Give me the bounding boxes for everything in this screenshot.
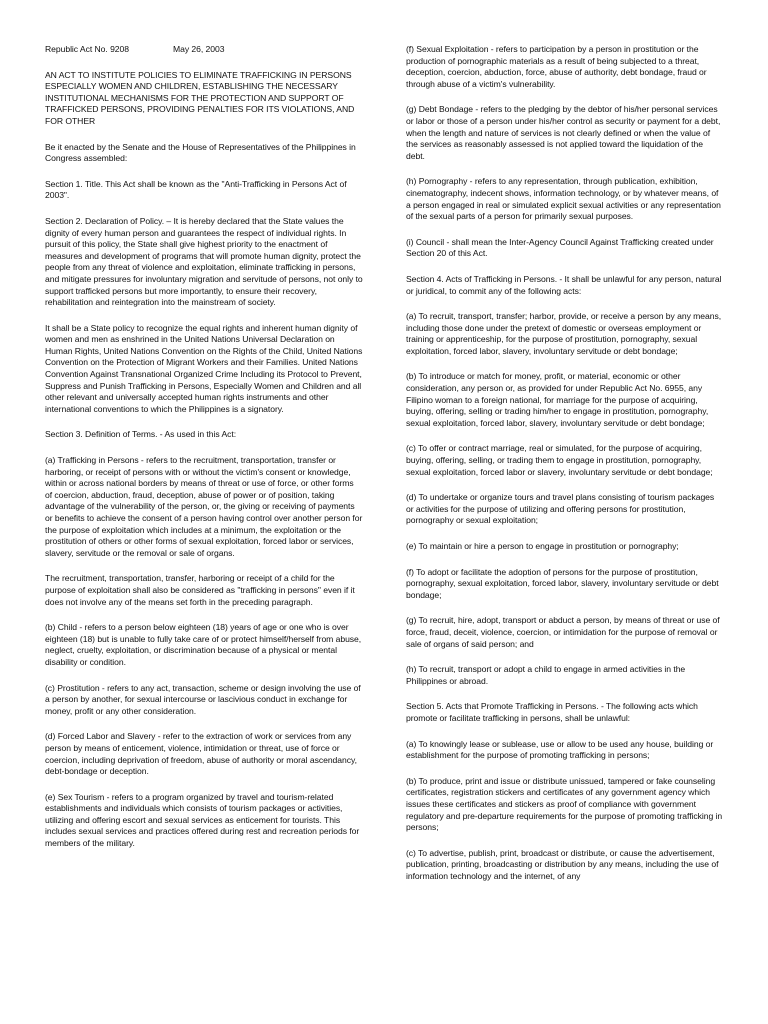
section-5-item-c: (c) To advertise, publish, print, broadcast or distribute, or cause the advertisement, publication, printing, broadcasting or distribution by any means, including the use of information technology and the internet, of any [406, 847, 719, 881]
section-5-item-a: (a) To knowingly lease or sublease, use or allow to be used any house, building or establishment for the purpose of promoting trafficking in persons; [406, 738, 714, 761]
section-4-item-f: (f) To adopt or facilitate the adoption of persons for the purpose of prostitution, pornography, sexual exploitation, forced labor, slavery, involuntary servitude or debt bondage; [406, 566, 719, 600]
definition-pornography: (h) Pornography - refers to any representation, through publication, exhibition, cinematography, indecent shows, information technology, or by whatever means, of a person engaged in real or simulated explicit sexual activities or any representation of the sexual parts of a person for primarily sexual purposes. [406, 176, 721, 222]
section-4-item-d: (d) To undertake or organize tours and travel plans consisting of tourism packages or activities for the purpose of utilizing and offering persons for prostitution, pornography or sexual exploitation; [406, 492, 715, 526]
right-column [406, 44, 724, 896]
section-5-acts: Section 5. Acts that Promote Trafficking in Persons. - The following acts which promote or facilitate trafficking in persons, shall be unlawful: [406, 701, 698, 723]
definition-sexual-exploitation: (f) Sexual Exploitation - refers to participation by a person in prostitution or the production of pornographic materials as a result of being subjected to a threat, deception, coercion, abduction, force, abuse of authority, debt bondage, fraud or through abuse of a victim's vulnerability. [406, 44, 707, 89]
definition-trafficking: (a) Trafficking in Persons - refers to the recruitment, transportation, transfer or harboring, or receipt of persons with or without the victim's consent or knowledge, within or across national borders by means of threat or use of force, or other forms of coercion, abduction, fraud, deception, abuse of power or of position, taking advantage of the vulnerability of the person, or, the giving or receiving of payments or benefits to achieve the consent of a person having control over another person for the purpose of exploitation which includes at a minimum, the exploitation or the prostitution of others or other forms of sexual exploitation, forced labor or services, slavery, servitude or the removal or sale of organs. [45, 455, 363, 558]
section-5-item-b: (b) To produce, print and issue or distribute unissued, tampered or fake counseling certificates, registration stickers and certificates of any government agency which issues these certificates and stickers as proof of compliance with government regulatory and pre-departure requirements for the purpose of promoting trafficking in persons; [406, 775, 723, 833]
section-4-item-e: (e) To maintain or hire a person to engage in prostitution or pornography; [406, 541, 679, 551]
act-date: May 26, 2003 [173, 44, 225, 54]
section-1-title: Section 1. Title. This Act shall be known as the "Anti-Trafficking in Persons Act of 2003". [45, 178, 347, 201]
enacting-clause: Be it enacted by the Senate and the House of Representatives of the Philippines in Congress assembled: [45, 141, 356, 164]
section-4-item-g: (g) To recruit, hire, adopt, transport or abduct a person, by means of threat or use of force, fraud, deceit, violence, coercion, or intimidation for the purpose of removal or sale of organs of said person; and [406, 615, 720, 649]
section-4-item-b: (b) To introduce or match for money, profit, or material, economic or other consideration, any person or, as provided for under Republic Act No. 6955, any Filipino woman to a foreign national, for marriage for the purpose of acquiring, buying, offering, selling or trading him/her to engage in prostitution, pornography, sexual exploitation, forced labor, slavery, involuntary servitude or debt bondage; [406, 371, 709, 428]
section-4-item-a: (a) To recruit, transport, transfer; harbor, provide, or receive a person by any means, including those done under the pretext of domestic or overseas employment or training or apprenticeship, for the purpose of prostitution, pornography, sexual exploitation, forced labor, slavery, involuntary servitude or debt bondage; [406, 311, 722, 356]
definition-council: (i) Council - shall mean the Inter-Agency Council Against Trafficking created under Section 20 of this Act. [406, 236, 714, 259]
section-4-item-c: (c) To offer or contract marriage, real or simulated, for the purpose of acquiring, buying, offering, selling, or trading them to engage in prostitution, pornography, sexual exploitation, forced labor or slavery, involuntary servitude or debt bondage; [406, 443, 713, 477]
section-3-definitions: Section 3. Definition of Terms. - As used in this Act: [45, 429, 237, 440]
child-trafficking-paragraph: The recruitment, transportation, transfer, harboring or receipt of a child for the purpose of exploitation shall also be considered as "trafficking in persons" even if it does not involve any of the means set forth in the preceding paragraph. [45, 573, 355, 607]
left-column [45, 44, 363, 864]
act-title: AN ACT TO INSTITUTE POLICIES TO ELIMINATE TRAFFICKING IN PERSONS ESPECIALLY WOMEN AND CHILDREN, ESTABLISHING THE NECESSARY INSTITUTIONAL MECHANISMS FOR THE PROTECTION AND SUPPORT OF TRAFFICKED PERSONS, PROVIDING PENALTIES FOR ITS VIOLATIONS, AND FOR OTHER [45, 69, 355, 126]
document-header [45, 44, 363, 56]
definition-sex-tourism: (e) Sex Tourism - refers to a program organized by travel and tourism-related establishments and individuals which consists of tourism packages or activities, utilizing and offering escort and sexual services as enticement for tourists. This includes sexual services and practices offered during rest and recreation periods for members of the military. [45, 791, 360, 849]
section-2-declaration: Section 2. Declaration of Policy. – It is hereby declared that the State values the dignity of every human person and guarantees the respect of individual rights. In pursuit of this policy, the State shall give highest priority to the enactment of measures and development of programs that will promote human dignity, protect the people from any threat of violence and exploitation, eliminate trafficking in persons, and mitigate pressures for involuntary migration and servitude of persons, not only to support trafficked persons but more importantly, to ensure their recovery, rehabilitation and reintegration into the mainstream of society. [45, 215, 363, 308]
section-4-acts: Section 4. Acts of Trafficking in Persons. - It shall be unlawful for any person, natural or juridical, to commit any of the following acts: [406, 273, 722, 296]
republic-act-number: Republic Act No. 9208 [45, 44, 129, 54]
definition-child: (b) Child - refers to a person below eighteen (18) years of age or one who is over eighteen (18) but is unable to fully take care of or protect himself/herself from abuse, neglect, cruelty, exploitation, or discrimination because of a physical or mental disability or condition. [45, 622, 362, 667]
definition-forced-labor: (d) Forced Labor and Slavery - refer to the extraction of work or services from any person by means of enticement, violence, intimidation or threat, use of force or coercion, including deprivation of freedom, abuse of authority or moral ascendancy, debt-bondage or deception. [45, 731, 357, 777]
section-4-item-h: (h) To recruit, transport or adopt a child to engage in armed activities in the Philippines or abroad. [406, 664, 686, 686]
definition-debt-bondage: (g) Debt Bondage - refers to the pledging by the debtor of his/her personal services or labor or those of a person under his/her control as security or payment for a debt, when the length and nature of services is not clearly defined or when the value of the services as reasonably assessed is not applied toward the liquidation of the debt. [406, 104, 721, 161]
state-policy-paragraph: It shall be a State policy to recognize the equal rights and inherent human dignity of women and men as enshrined in the United Nations Universal Declaration on Human Rights, United Nations Convention on the Rights of the Child, United Nations Convention on the Protection of Migrant Workers and their Families. United Nations Convention Against Transnational Organized Crime Including its Protocol to Prevent, Suppress and Punish Trafficking in Persons, Especially Women and Children and all other relevant and universally accepted human rights instruments and other international conventions to which the Philippines is a signatory. [45, 322, 363, 414]
definition-prostitution: (c) Prostitution - refers to any act, transaction, scheme or design involving the use of a person by another, for sexual intercourse or lascivious conduct in exchange for money, profit or any other consideration. [45, 682, 361, 716]
